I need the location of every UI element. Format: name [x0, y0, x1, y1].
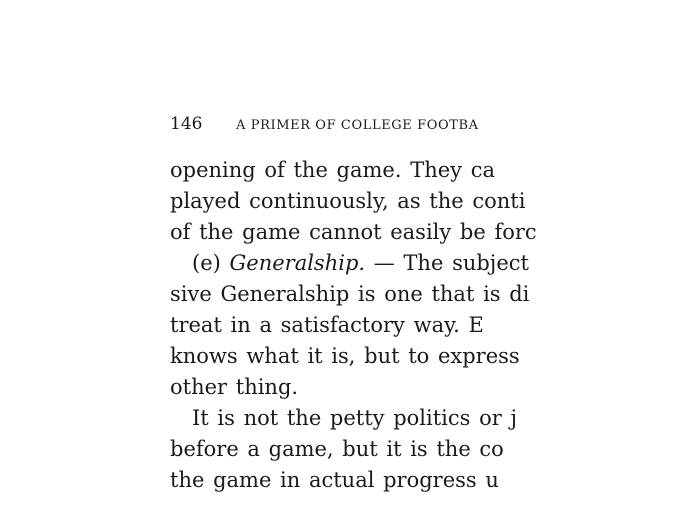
running-head: A PRIMER OF COLLEGE FOOTBA [236, 118, 479, 133]
text-line: other thing. [170, 375, 299, 399]
text-line: knows what it is, but to express [170, 344, 520, 368]
text-line: played continuously, as the conti [170, 189, 526, 213]
section-marker: (e) [192, 251, 230, 275]
text-line: the game in actual progress u [170, 468, 499, 492]
text-line: of the game cannot easily be forc [170, 220, 537, 244]
page-number: 146 [170, 114, 203, 134]
body-text [170, 155, 690, 496]
page-header [170, 114, 479, 136]
text-line: sive Generalship is one that is di [170, 282, 530, 306]
paragraph-start-line [170, 248, 690, 279]
text-fragment: — The subject [365, 251, 529, 275]
paragraph-start-line: It is not the petty politics or j [192, 406, 517, 430]
text-line: opening of the game. They ca [170, 158, 495, 182]
section-title: Generalship. [229, 251, 366, 275]
text-line: treat in a satisfactory way. E [170, 313, 484, 337]
text-line: before a game, but it is the co [170, 437, 504, 461]
